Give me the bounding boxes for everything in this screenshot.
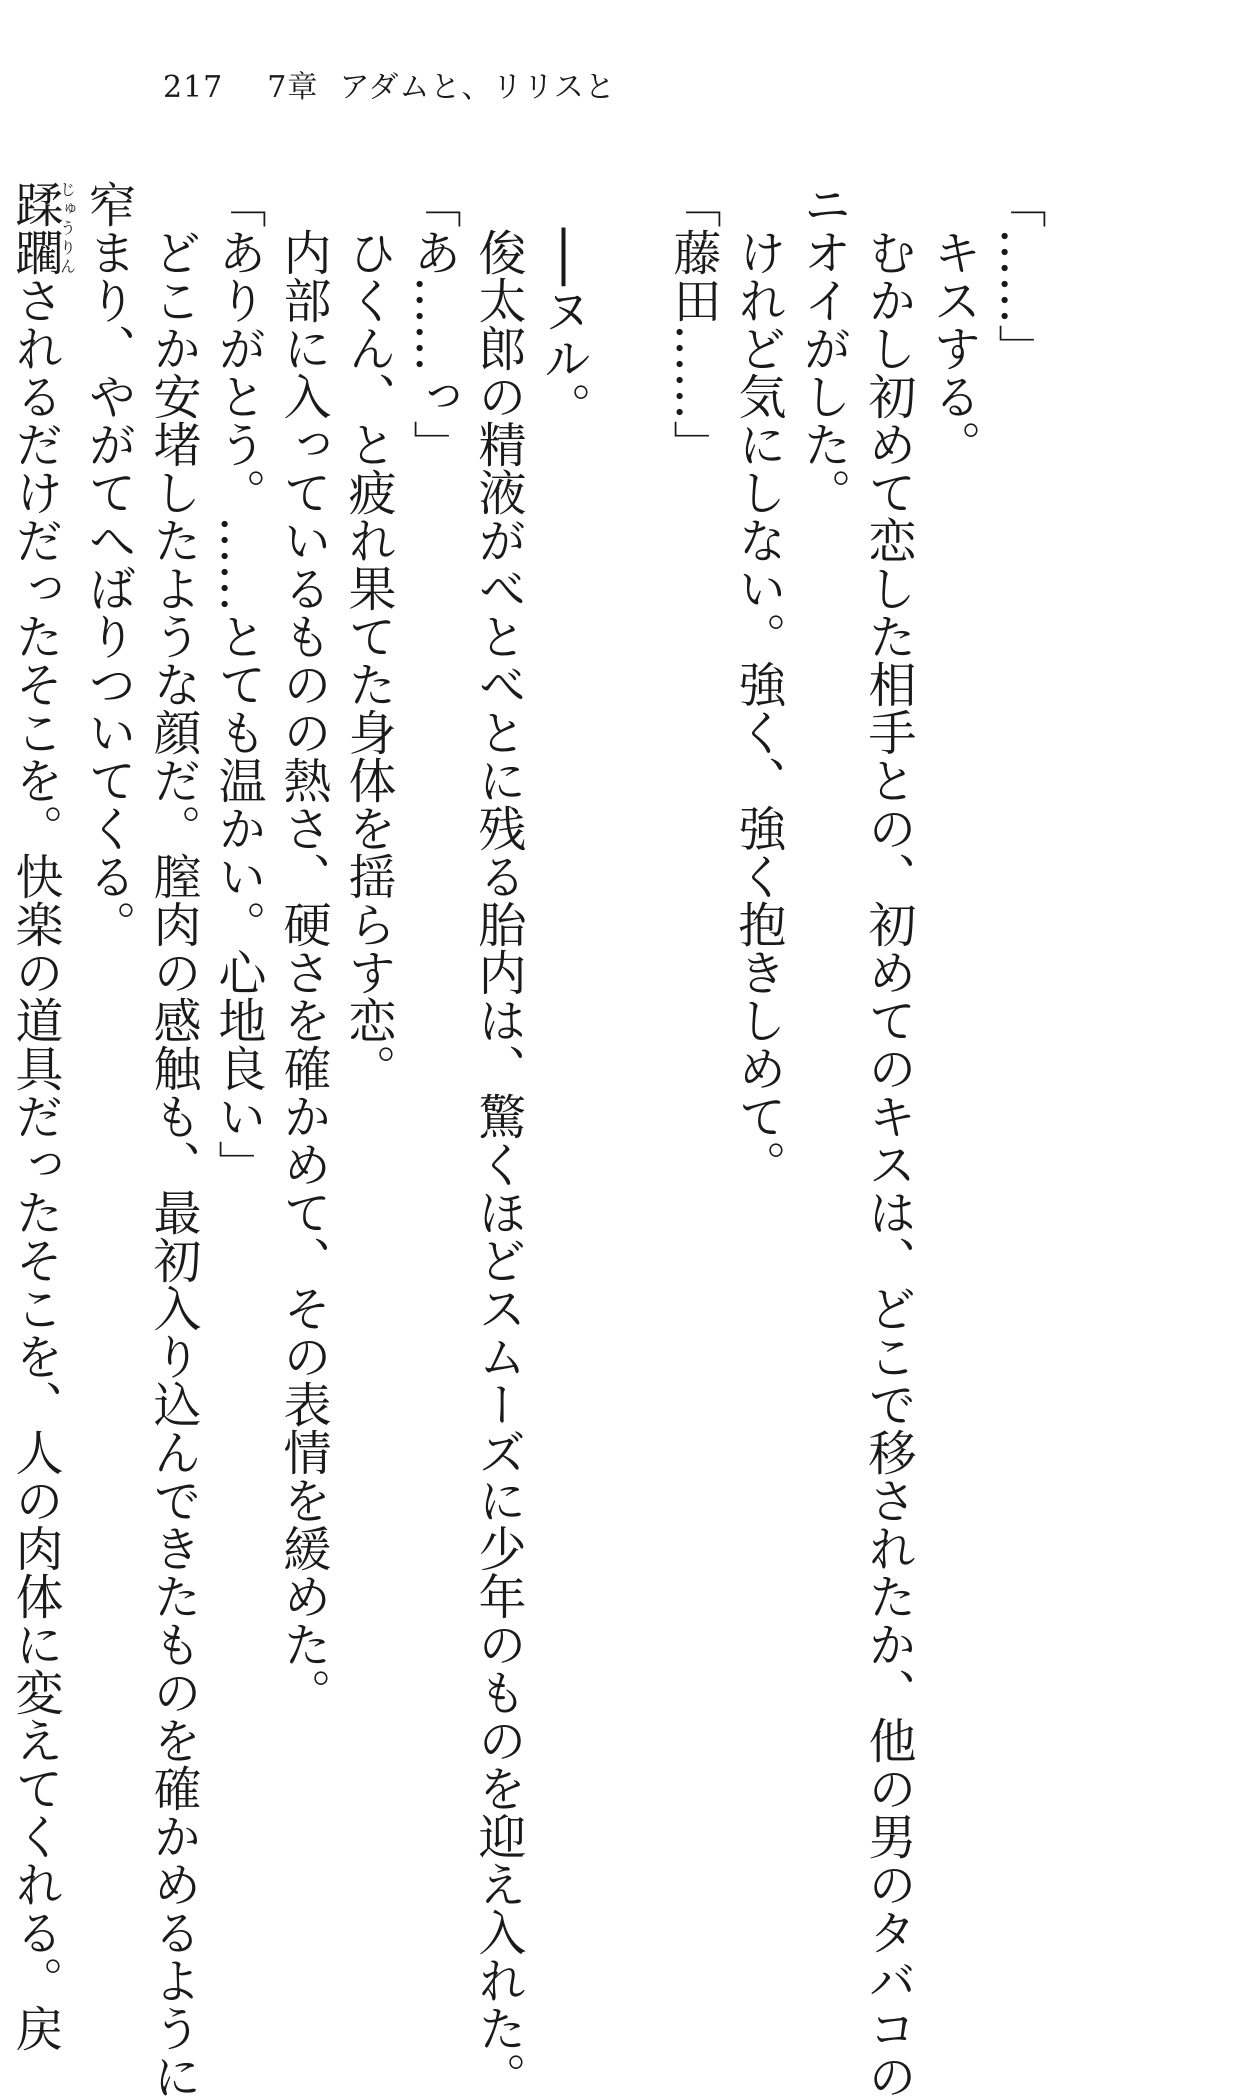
ruby-word [7,180,77,276]
text-line: むかし初めて恋した相手との、初めてのキスは、どこで移されたか、他の男のタバコの [860,228,916,2100]
chapter-title: アダムと、リリスと [339,70,616,105]
text-line-rest: されるだけだったそこを。快楽の道具だったそこを、人の肉体に変えてくれる。戻 [7,276,63,2052]
ruby-base: 蹂躙 [7,180,63,276]
text-line: 窄まり、やがてへばりついてくる。 [80,180,136,948]
text-line: 「藤田……」 [665,180,721,468]
ruby-reading: じゅうりん [57,180,77,276]
text-line: 「ありがとう。……とても温かい。心地良い」 [210,180,266,1188]
text-line: 「……」 [990,180,1046,372]
page-number: 217 [163,70,224,105]
running-head [163,62,616,106]
chapter-label: 7章 [267,70,319,105]
blank-line [595,180,660,1600]
text-line: 内部に入っているものの熱さ、硬さを確かめて、その表情を緩めた。 [275,228,331,1716]
text-line: けれど気にしない。強く、強く抱きしめて。 [730,228,786,1188]
text-line: どこか安堵したような顔だ。膣肉の感触も、最初入り込んできたものを確かめるように [145,228,201,2100]
text-line-with-ruby [2,180,77,2052]
body-text [7,180,1050,2100]
text-line: 俊太郎の精液がべとべとに残る胎内は、驚くほどスムーズに少年のものを迎え入れた。 [470,228,526,2100]
text-line: キスする。 [925,228,981,468]
text-line: 「あ……っ」 [405,180,461,468]
text-line: ニオイがした。 [795,180,851,516]
text-line: ──ヌル。 [535,228,591,430]
text-line: ひくん、と疲れ果てた身体を揺らす恋。 [340,228,396,1092]
